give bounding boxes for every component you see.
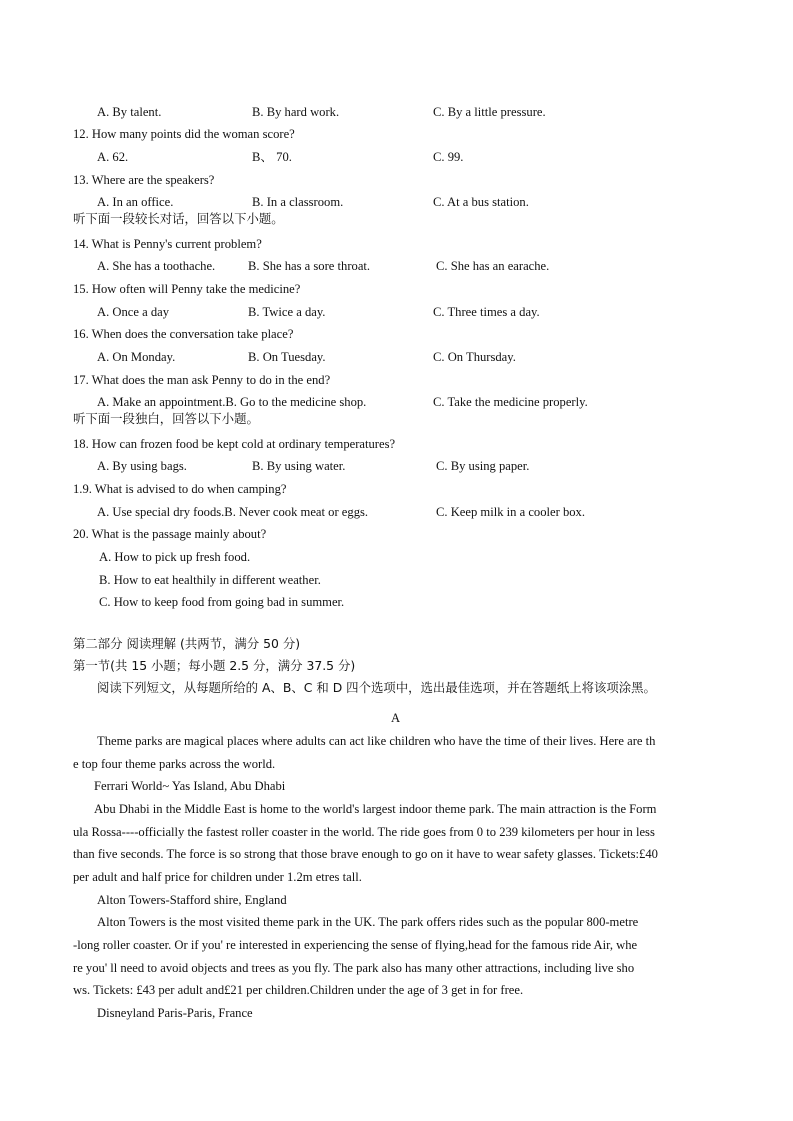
q19-text: 1.9. What is advised to do when camping? (73, 482, 287, 496)
q20-option-a: A. How to pick up fresh food. (99, 550, 251, 564)
q13-option-a: A. In an office. (97, 195, 174, 209)
q15-option-a: A. Once a day (97, 305, 170, 319)
q20-option-b: B. How to eat healthily in different weather. (99, 573, 321, 587)
q12-option-a: A. 62. (97, 150, 129, 164)
park1-line-2: ula Rossa----officially the fastest roller coaster in the world. The ride goes from 0 to 239 kilometers per hour in less (73, 825, 655, 839)
park1-line-4: per adult and half price for children under 1.2m etres tall. (73, 870, 362, 884)
q13-option-c: C. At a bus station. (433, 195, 529, 209)
q16-option-c: C. On Thursday. (433, 350, 516, 364)
q19-option-ab: A. Use special dry foods.B. Never cook meat or eggs. (97, 505, 369, 519)
q17-option-ab: A. Make an appointment.B. Go to the medicine shop. (97, 395, 367, 409)
section-long-dialog-heading: 听下面一段较长对话，回答以下小题。 (73, 211, 284, 226)
q18-text: 18. How can frozen food be kept cold at ordinary temperatures? (73, 437, 396, 451)
park2-line-2: -long roller coaster. Or if you' re interested in experiencing the sense of flying,head for the famous ride Air, whe (73, 938, 638, 952)
park2-line-1: Alton Towers is the most visited theme park in the UK. The park offers rides such as the popular 800-metre (97, 915, 639, 929)
q15-option-b: B. Twice a day. (248, 305, 326, 319)
q19-option-c: C. Keep milk in a cooler box. (436, 505, 585, 519)
park1-line-1: Abu Dhabi in the Middle East is home to the world's largest indoor theme park. The main attraction is the Form (94, 802, 657, 816)
q12-option-c: C. 99. (433, 150, 464, 164)
q15-text: 15. How often will Penny take the medicine? (73, 282, 301, 296)
q13-option-b: B. In a classroom. (252, 195, 344, 209)
q20-text: 20. What is the passage mainly about? (73, 527, 267, 541)
q12-option-b: B、 70. (252, 150, 292, 164)
park1-title: Ferrari World~ Yas Island, Abu Dhabi (94, 779, 286, 793)
q16-option-a: A. On Monday. (97, 350, 176, 364)
park3-title: Disneyland Paris-Paris, France (97, 1006, 253, 1020)
q16-text: 16. When does the conversation take place? (73, 327, 294, 341)
intro-line-1: Theme parks are magical places where adults can act like children who have the time of their lives. Here are th (97, 734, 656, 748)
q14-text: 14. What is Penny's current problem? (73, 237, 262, 251)
park2-title: Alton Towers-Stafford shire, England (97, 893, 287, 907)
q18-option-a: A. By using bags. (97, 459, 187, 473)
q11-option-a: A. By talent. (97, 105, 162, 119)
reading-instruction: 阅读下列短文，从每题所给的 A、B、C 和 D 四个选项中，选出最佳选项，并在答题纸上将该项涂黑。 (97, 680, 656, 695)
q17-option-c: C. Take the medicine properly. (433, 395, 588, 409)
reading-section-title: 第一节(共 15 小题；每小题 2.5 分，满分 37.5 分) (73, 658, 356, 673)
reading-part-title: 第二部分 阅读理解 (共两节，满分 50 分) (73, 636, 301, 651)
park2-line-3: re you' ll need to avoid objects and trees as you fly. The park also has many other attractions, including live sho (73, 961, 635, 975)
q14-option-a: A. She has a toothache. (97, 259, 216, 273)
q11-option-c: C. By a little pressure. (433, 105, 546, 119)
q17-text: 17. What does the man ask Penny to do in the end? (73, 373, 331, 387)
park1-line-3: than five seconds. The force is so strong that those brave enough to go on it have to wear safety glasses. Tickets:£40 (73, 847, 658, 861)
q16-option-b: B. On Tuesday. (248, 350, 326, 364)
section-monologue-heading: 听下面一段独白，回答以下小题。 (73, 411, 259, 426)
q18-option-c: C. By using paper. (436, 459, 530, 473)
q13-text: 13. Where are the speakers? (73, 173, 215, 187)
q12-text: 12. How many points did the woman score? (73, 127, 295, 141)
q20-option-c: C. How to keep food from going bad in summer. (99, 595, 345, 609)
q15-option-c: C. Three times a day. (433, 305, 540, 319)
park2-line-4: ws. Tickets: £43 per adult and£21 per children.Children under the age of 3 get in for free. (73, 983, 524, 997)
intro-line-2: e top four theme parks across the world. (73, 757, 276, 771)
q14-option-c: C. She has an earache. (436, 259, 550, 273)
q11-option-b: B. By hard work. (252, 105, 340, 119)
q18-option-b: B. By using water. (252, 459, 346, 473)
q14-option-b: B. She has a sore throat. (248, 259, 371, 273)
passage-label: A (391, 711, 401, 725)
